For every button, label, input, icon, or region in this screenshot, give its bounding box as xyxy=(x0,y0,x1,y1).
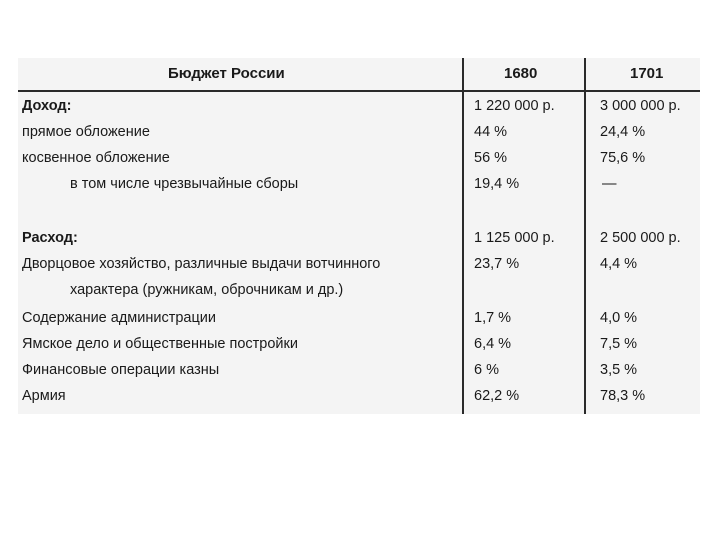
row-label-income: Доход: xyxy=(22,98,72,114)
row-label-extraordinary-fees: в том числе чрезвычайные сборы xyxy=(70,176,299,192)
row-value-1680: 1 125 000 р. xyxy=(474,230,555,246)
row-label-expense: Расход: xyxy=(22,230,78,246)
row-value-1701: 7,5 % xyxy=(600,336,638,352)
column-divider-2 xyxy=(584,58,586,414)
row-value-1701: 24,4 % xyxy=(600,124,646,140)
row-value-1701: — xyxy=(602,176,617,192)
row-label-indirect-tax: косвенное обложение xyxy=(22,150,170,166)
row-value-1701: 4,0 % xyxy=(600,310,638,326)
row-label-palace-economy: Дворцовое хозяйство, различные выдачи вотчинного xyxy=(22,256,381,272)
row-label-treasury-operations: Финансовые операции казны xyxy=(22,362,220,378)
row-value-1680: 6,4 % xyxy=(474,336,512,352)
row-label-direct-tax: прямое обложение xyxy=(22,124,150,140)
row-label-administration: Содержание администрации xyxy=(22,310,216,326)
row-value-1680: 6 % xyxy=(474,362,499,378)
row-value-1701: 4,4 % xyxy=(600,256,638,272)
row-value-1680: 56 % xyxy=(474,150,508,166)
row-value-1701: 78,3 % xyxy=(600,388,646,404)
row-value-1680: 1 220 000 р. xyxy=(474,98,555,114)
row-value-1680: 44 % xyxy=(474,124,508,140)
column-header-1701: 1701 xyxy=(630,65,664,82)
row-value-1701: 2 500 000 р. xyxy=(600,230,681,246)
row-value-1680: 23,7 % xyxy=(474,256,520,272)
row-value-1680: 19,4 % xyxy=(474,176,520,192)
row-value-1701: 75,6 % xyxy=(600,150,646,166)
budget-table xyxy=(18,58,700,414)
row-value-1680: 62,2 % xyxy=(474,388,520,404)
row-label-army: Армия xyxy=(22,388,66,404)
row-value-1680: 1,7 % xyxy=(474,310,512,326)
column-header-1680: 1680 xyxy=(504,65,538,82)
row-label-palace-economy-cont: характера (ружникам, оброчникам и др.) xyxy=(70,282,344,298)
row-value-1701: 3 000 000 р. xyxy=(600,98,681,114)
row-value-1701: 3,5 % xyxy=(600,362,638,378)
table-title: Бюджет России xyxy=(168,65,285,82)
column-divider-1 xyxy=(462,58,464,414)
row-label-postal-public-works: Ямское дело и общественные постройки xyxy=(22,336,298,352)
header-divider xyxy=(18,90,700,92)
